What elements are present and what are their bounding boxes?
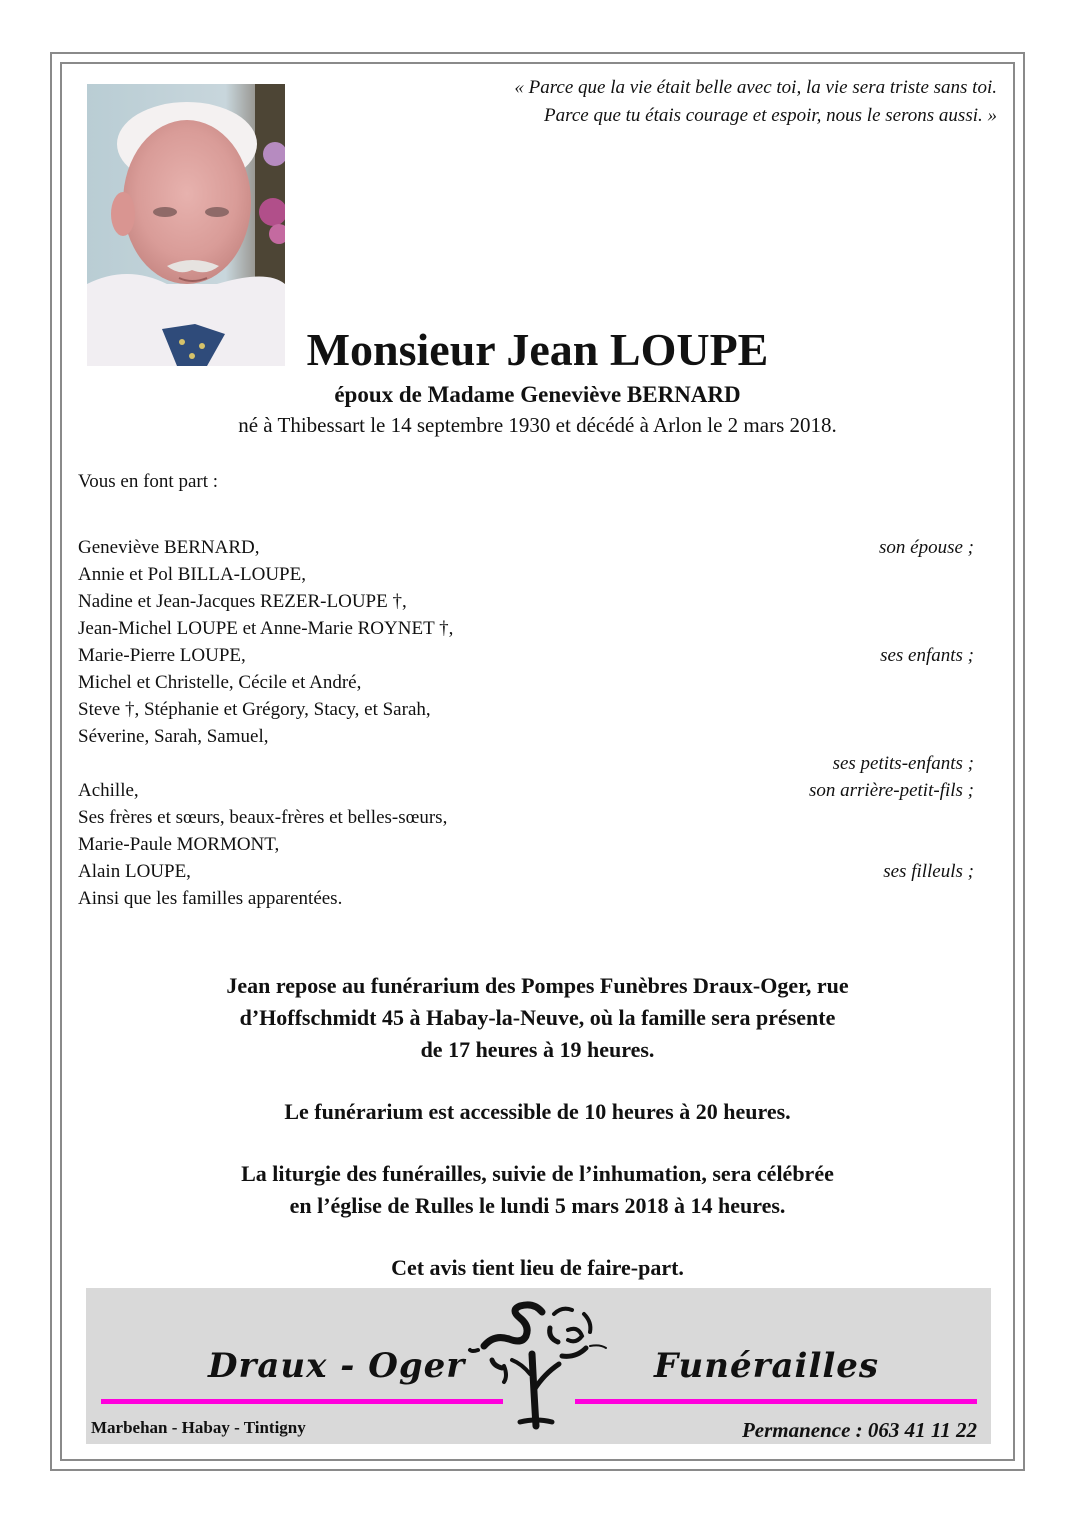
access-hours-notice: Le funérarium est accessible de 10 heures à 20 heures.	[284, 1099, 791, 1124]
liturgy-notice	[0, 1158, 1075, 1222]
family-row	[78, 804, 974, 831]
liturgy-line-1: La liturgie des funérailles, suivie de l’inhumation, sera célébrée	[241, 1161, 834, 1186]
brand-name-right: Funérailles	[654, 1346, 880, 1386]
branch-towns: Marbehan - Habay - Tintigny	[91, 1418, 306, 1437]
family-row	[78, 723, 974, 750]
closing-notice: Cet avis tient lieu de faire-part.	[391, 1255, 684, 1280]
family-row	[78, 669, 974, 696]
family-name: Steve †, Stéphanie et Grégory, Stacy, et Sarah,	[78, 699, 431, 720]
family-row	[78, 534, 974, 561]
quote-line-1: « Parce que la vie était belle avec toi, la vie sera triste sans toi.	[514, 77, 997, 98]
funerarium-line-2: d’Hoffschmidt 45 à Habay-la-Neuve, où la famille sera présente	[239, 1005, 836, 1030]
family-name: Marie-Paule MORMONT,	[78, 834, 280, 855]
family-row	[78, 588, 974, 615]
family-name: Geneviève BERNARD,	[78, 537, 260, 558]
family-name: Alain LOUPE,	[78, 861, 191, 882]
funerarium-line-1: Jean repose au funérarium des Pompes Funèbres Draux-Oger, rue	[226, 973, 849, 998]
accent-line-right	[575, 1399, 977, 1404]
funerarium-notice	[0, 970, 1075, 1066]
brand-name-left: Draux - Oger	[208, 1346, 466, 1386]
family-name: Achille,	[78, 780, 139, 801]
liturgy-line-2: en l’église de Rulles le lundi 5 mars 2018 à 14 heures.	[289, 1193, 786, 1218]
deceased-name-text: Monsieur Jean LOUPE	[306, 324, 769, 375]
permanence-phone: Permanence : 063 41 11 22	[741, 1418, 977, 1442]
tree-icon	[464, 1294, 614, 1434]
birth-death-line: né à Thibessart le 14 septembre 1930 et décédé à Arlon le 2 mars 2018.	[238, 413, 837, 437]
family-name: Michel et Christelle, Cécile et André,	[78, 672, 362, 693]
family-row	[78, 561, 974, 588]
announcement-intro: Vous en font part :	[78, 471, 219, 492]
family-name: Nadine et Jean-Jacques REZER-LOUPE †,	[78, 591, 407, 612]
family-row	[78, 777, 974, 804]
memorial-quote	[377, 74, 997, 130]
family-role: ses petits-enfants ;	[832, 753, 974, 774]
funerarium-line-3: de 17 heures à 19 heures.	[420, 1037, 655, 1062]
family-row	[78, 885, 974, 912]
family-role: ses filleuls ;	[883, 861, 974, 882]
quote-line-2: Parce que tu étais courage et espoir, nous le serons aussi. »	[544, 105, 997, 126]
family-name: Jean-Michel LOUPE et Anne-Marie ROYNET †,	[78, 618, 454, 639]
accent-line-left	[101, 1399, 503, 1404]
family-row	[78, 831, 974, 858]
spouse-line: époux de Madame Geneviève BERNARD	[334, 382, 741, 407]
family-row	[78, 615, 974, 642]
family-name: Séverine, Sarah, Samuel,	[78, 726, 269, 747]
family-row	[78, 696, 974, 723]
family-role: ses enfants ;	[880, 645, 974, 666]
family-role: son épouse ;	[879, 537, 974, 558]
family-row	[78, 642, 974, 669]
deceased-name	[0, 322, 1075, 378]
family-list	[78, 534, 974, 912]
family-row	[78, 858, 974, 885]
family-name: Ses frères et sœurs, beaux-frères et belles-sœurs,	[78, 807, 448, 828]
family-name: Ainsi que les familles apparentées.	[78, 888, 343, 909]
family-name: Marie-Pierre LOUPE,	[78, 645, 246, 666]
funeral-home-banner	[86, 1288, 991, 1444]
family-row	[78, 750, 974, 777]
family-name: Annie et Pol BILLA-LOUPE,	[78, 564, 306, 585]
family-role: son arrière-petit-fils ;	[809, 780, 974, 801]
